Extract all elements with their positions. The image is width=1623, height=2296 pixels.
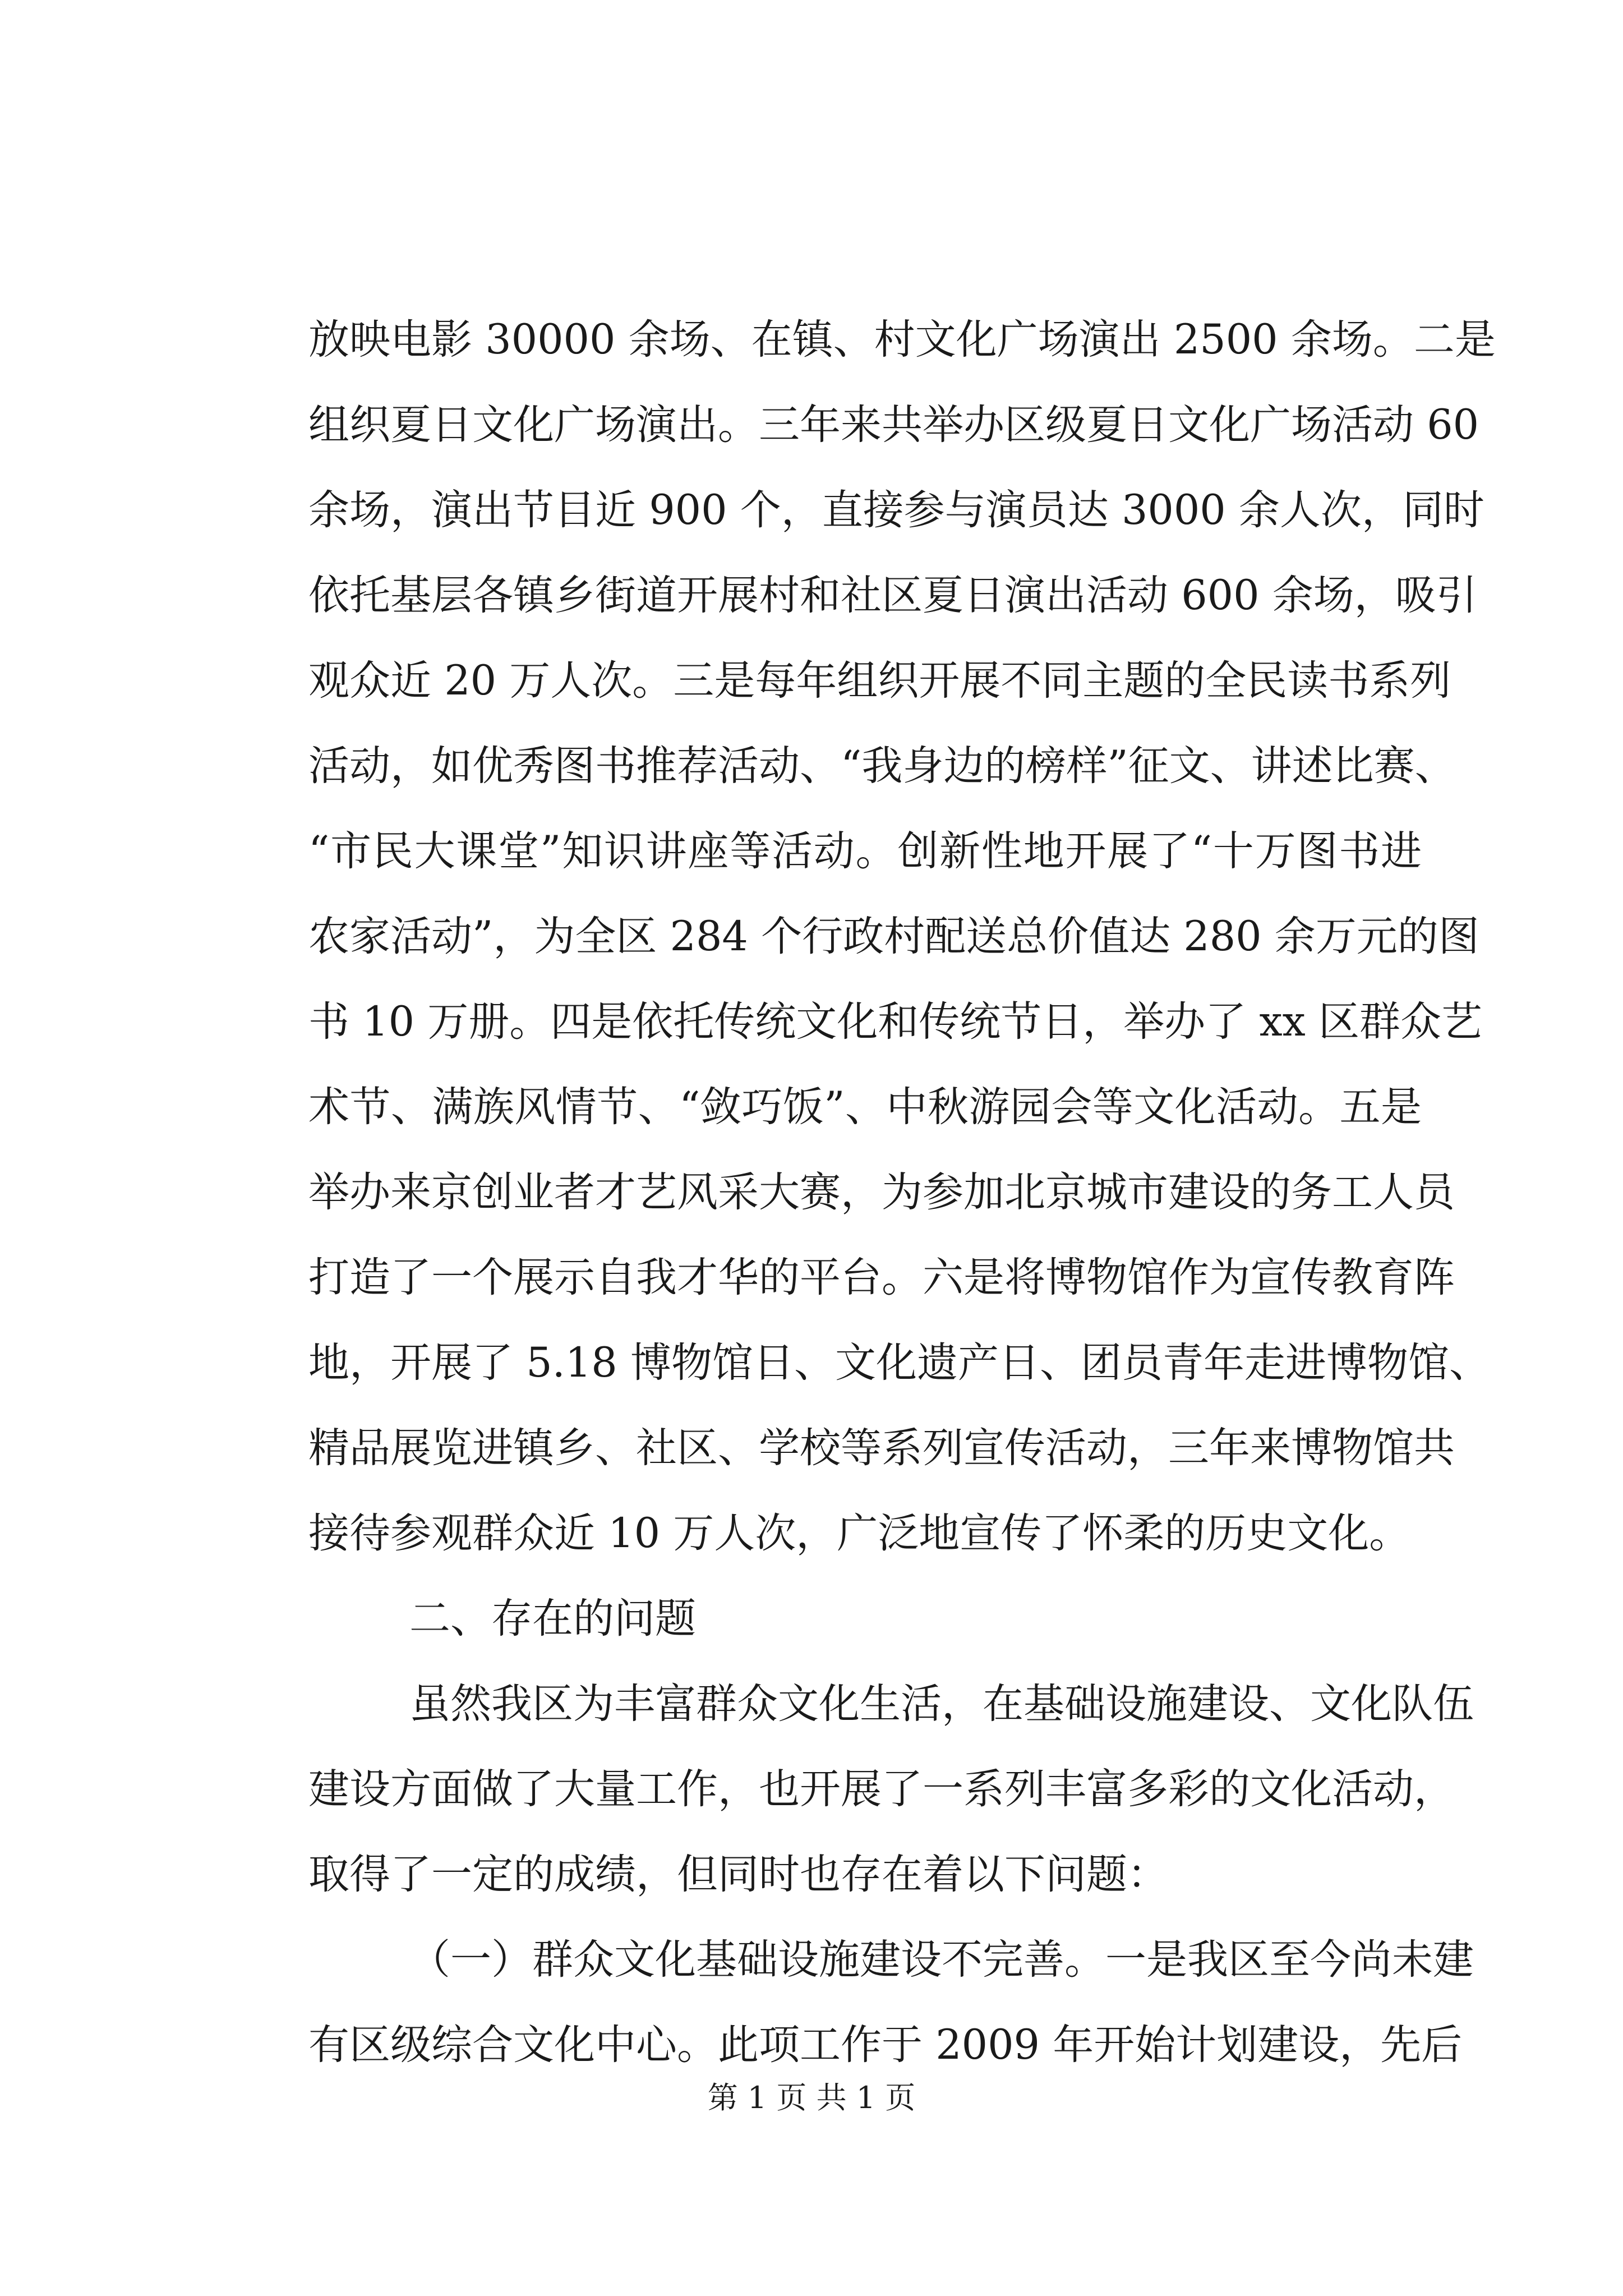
text-line: 观众近 20 万人次。三是每年组织开展不同主题的全民读书系列 [308,657,1451,705]
text-line: 打造了一个展示自我才华的平台。六是将博物馆作为宣传教育阵 [308,1254,1455,1301]
text-line: 放映电影 30000 余场、在镇、村文化广场演出 2500 余场。二是 [308,316,1496,364]
text-line: 依托基层各镇乡街道开展村和社区夏日演出活动 600 余场，吸引 [308,572,1477,619]
text-line: 农家活动”，为全区 284 个行政村配送总价值达 280 余万元的图 [308,913,1479,960]
text-line: “市民大课堂”知识讲座等活动。创新性地开展了“十万图书进 [308,827,1422,875]
text-line: 书 10 万册。四是依托传统文化和传统节日，举办了 xx 区群众艺 [308,998,1483,1046]
text-line: 术节、满族风情节、“敛巧饭”、中秋游园会等文化活动。五是 [308,1083,1422,1131]
text-line: （一）群众文化基础设施建设不完善。一是我区至今尚未建 [409,1936,1474,1984]
text-line: 活动，如优秀图书推荐活动、“我身边的榜样”征文、讲述比赛、 [308,742,1456,790]
document-body [308,297,1496,2088]
text-line: 虽然我区为丰富群众文化生活，在基础设施建设、文化队伍 [409,1680,1474,1728]
page-number-footer: 第 1 页 共 1 页 [707,2080,916,2115]
text-line: 精品展览进镇乡、社区、学校等系列宣传活动，三年来博物馆共 [308,1424,1455,1472]
section-heading: 二、存在的问题 [409,1595,696,1642]
text-line: 余场，演出节目近 900 个，直接参与演员达 3000 余人次，同时 [308,486,1484,534]
text-line: 地，开展了 5.18 博物馆日、文化遗产日、团员青年走进博物馆、 [308,1339,1490,1387]
text-line: 组织夏日文化广场演出。三年来共举办区级夏日文化广场活动 60 [308,401,1479,449]
text-line: 建设方面做了大量工作，也开展了一系列丰富多彩的文化活动， [308,1765,1455,1813]
text-line: 取得了一定的成绩，但同时也存在着以下问题： [308,1851,1168,1898]
text-line: 接待参观群众近 10 万人次，广泛地宣传了怀柔的历史文化。 [308,1510,1410,1557]
text-line: 举办来京创业者才艺风采大赛，为参加北京城市建设的务工人员 [308,1168,1455,1216]
text-line: 有区级综合文化中心。此项工作于 2009 年开始计划建设，先后 [308,2021,1463,2069]
